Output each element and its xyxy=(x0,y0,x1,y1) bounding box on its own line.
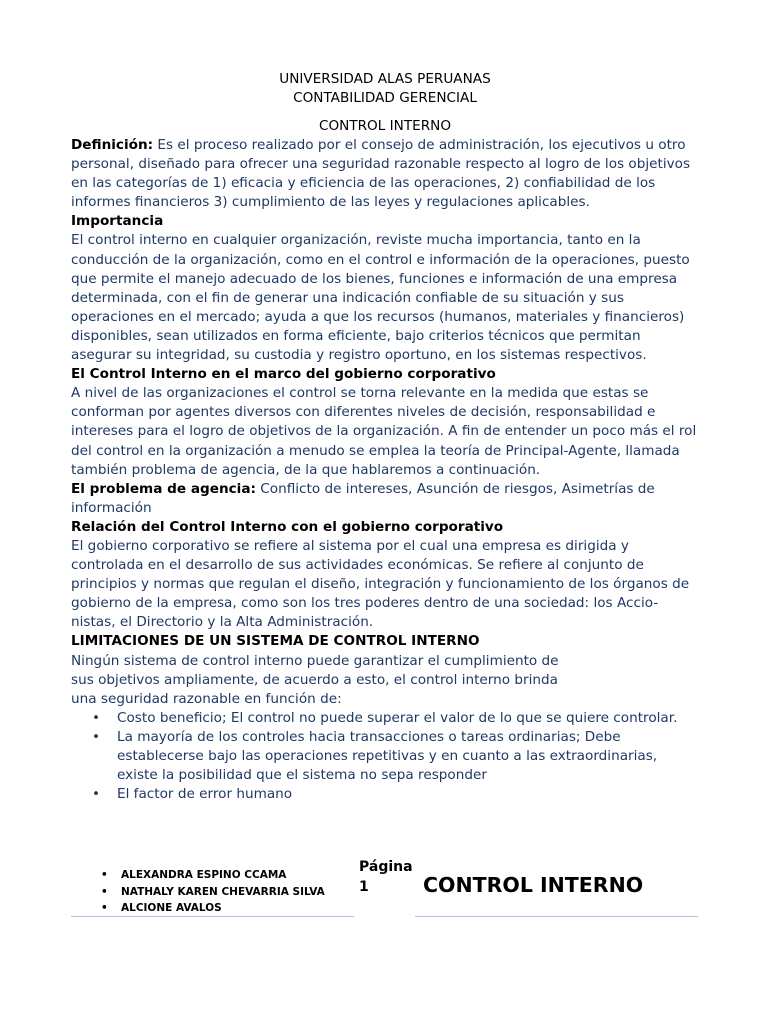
definicion-paragraph xyxy=(71,136,699,212)
limitaciones-text: Ningún sistema de control interno puede garantizar el cumplimiento de sus objetivos ampliamente, de acuerdo a esto, el control interno brinda una seguridad razonable en función de: xyxy=(71,652,559,707)
university-name: UNIVERSIDAD ALAS PERUANAS xyxy=(279,71,491,87)
list-item: • Costo beneficio; El control no puede superar el valor de lo que se quiere controlar. xyxy=(71,709,699,728)
definicion-label: Definición: xyxy=(71,137,154,153)
list-item: • La mayoría de los controles hacia transacciones o tareas ordinarias; Debe establecerse bajo las operaciones repetitivas y en cuanto a las extraordinarias, existe la posibilidad que el sistema no sepa responder xyxy=(71,728,699,785)
agencia-label: El problema de agencia: xyxy=(71,480,256,497)
definicion-text: Es el proceso realizado por el consejo de administración, los ejecutivos u otro personal, diseñado para ofrecer una seguridad razonable respecto al logro de los objetivos en las categorías de 1) eficacia y eficiencia de las operaciones, 2) confiabilidad de los informes financieros 3) cumplimiento de las leyes y regulaciones aplicables. xyxy=(71,137,691,211)
course-name: CONTABILIDAD GERENCIAL xyxy=(293,90,477,106)
page-footer xyxy=(71,859,699,927)
list-item: • El factor de error humano xyxy=(71,785,699,804)
limitaciones-list xyxy=(71,709,699,804)
document-page xyxy=(71,70,699,804)
footer-title: CONTROL INTERNO xyxy=(423,873,644,897)
relacion-heading: Relación del Control Interno con el gobierno corporativo xyxy=(71,518,504,535)
document-title: CONTROL INTERNO xyxy=(318,118,452,134)
marco-heading: El Control Interno en el marco del gobierno corporativo xyxy=(71,366,496,383)
author-name: • ALCIONE AVALOS xyxy=(71,900,354,917)
page-number: Página 1 xyxy=(359,859,413,895)
authors-list xyxy=(71,867,354,917)
importancia-heading: Importancia xyxy=(71,213,164,230)
marco-text: A nivel de las organizaciones el control se torna relevante en la medida que estas se conforman por agentes diversos con diferentes niveles de decisión, responsabilidad e intereses para el logro de objetivos de la organización. A fin de entender un poco más el rol del control en la organización a menudo se emplea la teoría de Principal-Agente, llamada también problema de agencia, de la que hablaremos a continuación. xyxy=(71,385,697,478)
footer-divider-right xyxy=(415,916,698,917)
relacion-text: El gobierno corporativo se refiere al sistema por el cual una empresa es dirigida y controlada en el desarrollo de sus actividades económicas. Se refiere al conjunto de principios y normas que regulan el diseño, integración y funcionamiento de los órganos de gobierno de la empresa, como son los tres poderes dentro de una sociedad: los Accio-nistas, el Directorio y la Alta Administración. xyxy=(71,537,690,631)
agencia-text: Conflicto de intereses, Asunción de riesgos, Asimetrías de información xyxy=(71,480,655,516)
agencia-paragraph xyxy=(71,480,699,518)
importancia-text: El control interno en cualquier organización, reviste mucha importancia, tanto en la conducción de la organización, como en el control e información de la operaciones, puesto que permite el manejo adecuado de los bienes, funciones e información de una empresa determinada, con el fin de generar una indicación confiable de su situación y sus operaciones en el mercado; ayuda a que los recursos (humanos, materiales y financieros) disponibles, sean utilizados en forma eficiente, bajo criterios técnicos que permitan asegurar su integridad, su custodia y registro oportuno, en los sistemas respectivos. xyxy=(71,232,690,364)
footer-divider-left xyxy=(71,916,354,917)
author-name: • NATHALY KAREN CHEVARRIA SILVA xyxy=(71,884,354,901)
author-name: • ALEXANDRA ESPINO CCAMA xyxy=(71,867,354,884)
limitaciones-heading: LIMITACIONES DE UN SISTEMA DE CONTROL INTERNO xyxy=(71,633,480,650)
